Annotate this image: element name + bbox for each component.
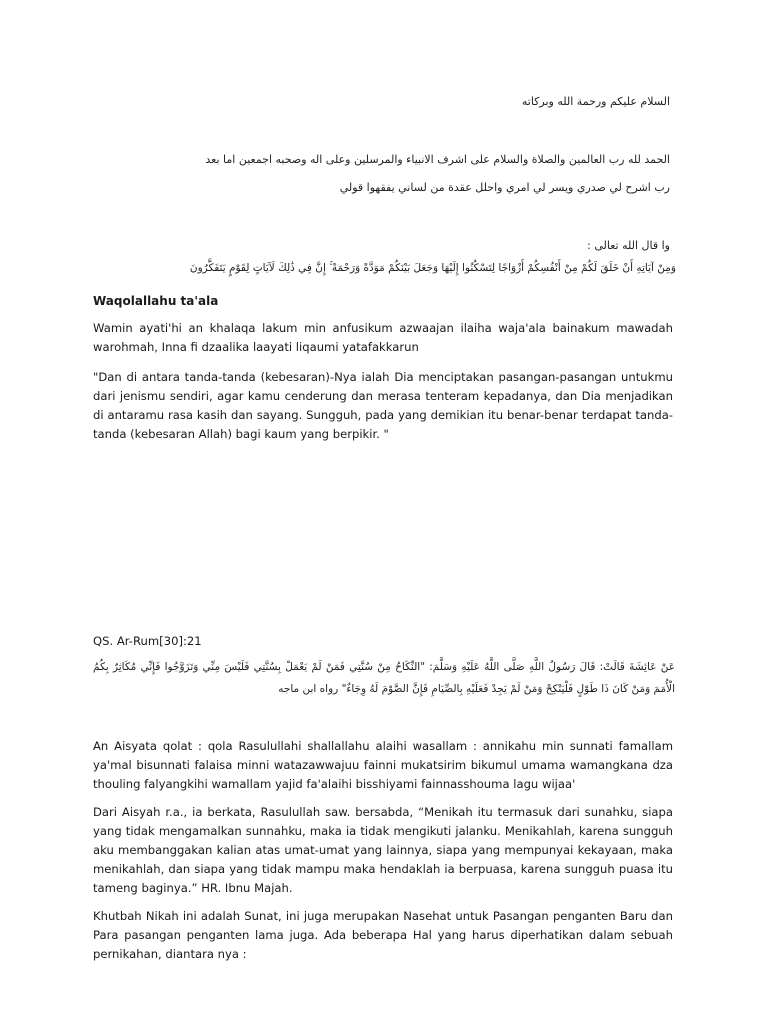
verse-translation: "Dan di antara tanda-tanda (kebesaran)-Nya ialah Dia menciptakan pasangan-pasangan untukmu dari jenismu sendiri, agar kamu cenderung dan merasa tenteram kepadanya, dan Dia menjadikan di antaramu rasa kasih dan sayang. Sungguh, pada yang demikian itu benar-benar terdapat tanda-tanda (kebesaran Allah) bagi kaum yang berpikir. " [93, 370, 673, 441]
quran-intro: وا قال الله تعالى : [587, 239, 670, 252]
closing-paragraph: Khutbah Nikah ini adalah Sunat, ini juga merupakan Nasehat untuk Pasangan penganten Baru dan Para pasangan penganten lama juga. Ada beberapa Hal yang harus diperhatikan dalam sebuah pernikahan, diantara nya : [93, 909, 673, 961]
opening-doa: رب اشرح لي صدري ويسر لي امري واحلل عقدة من لساني يفقهوا قولي [339, 181, 670, 194]
hadith-transliteration: An Aisyata qolat : qola Rasulullahi shallallahu alaihi wasallam : annikahu min sunnati famallam ya'mal bisunnati falaisa minni watazawwajuu fainni mukatsirim bikumul umama wamangkana dza thouling falyangkihi wamallam yajid fa'alaihi bisshiyami fainnasshouma lagu wijaa' [93, 739, 673, 791]
hadith-arabic: عَنْ عَائِشَةَ قَالَتْ: قَالَ رَسُولُ اللَّهِ صَلَّى اللَّهُ عَلَيْهِ وَسَلَّمَ: "النِّكَاحُ مِنْ سُنَّتِي فَمَنْ لَمْ يَعْمَلْ بِسُنَّتِي فَلَيْسَ مِنِّي وَتَزَوَّجُوا فَإِنِّي مُكَاثِرٌ بِكُمُ الْأُمَمَ وَمَنْ كَانَ ذَا طَوْلٍ فَلْيَنْكِحْ وَمَنْ لَمْ يَجِدْ فَعَلَيْهِ بِالصِّيَامِ فَإِنَّ الصَّوْمَ لَهُ وِجَاءٌ" رواه ابن ماجه [93, 661, 675, 695]
verse-transliteration: Wamin ayati'hi an khalaqa lakum min anfusikum azwaajan ilaiha waja'ala bainakum mawadah warohmah, Inna fi dzaalika laayati liqaumi yatafakkarun [93, 321, 673, 354]
greeting-arabic: السلام عليكم ورحمة الله وبركاته [521, 95, 670, 108]
quran-verse-arabic: وَمِنْ آيَاتِهِ أَنْ خَلَقَ لَكُمْ مِنْ أَنْفُسِكُمْ أَزْوَاجًا لِتَسْكُنُوا إِلَيْهَا وَجَعَلَ بَيْنَكُمْ مَوَدَّةً وَرَحْمَةً ۚ إِنَّ فِي ذَٰلِكَ لَآيَاتٍ لِقَوْمٍ يَتَفَكَّرُونَ [189, 262, 676, 274]
verse-heading: Waqolallahu ta'ala [93, 294, 219, 308]
verse-reference: QS. Ar-Rum[30]:21 [93, 634, 202, 648]
hadith-translation: Dari Aisyah r.a., ia berkata, Rasulullah saw. bersabda, “Menikah itu termasuk dari sunahku, siapa yang tidak mengamalkan sunnahku, maka ia tidak mengikuti jalanku. Menikahlah, karena sungguh aku membanggakan kalian atas umat-umat yang lainnya, siapa yang mempunyai kekayaan, maka menikahlah, dan siapa yang tidak mampu maka hendaklah ia berpuasa, karena sungguh puasa itu tameng baginya.” HR. Ibnu Majah. [93, 805, 673, 895]
opening-hamdalah: الحمد لله رب العالمين والصلاة والسلام على اشرف الانبياء والمرسلين وعلى اله وصحبه اجمعين اما بعد [205, 153, 670, 166]
